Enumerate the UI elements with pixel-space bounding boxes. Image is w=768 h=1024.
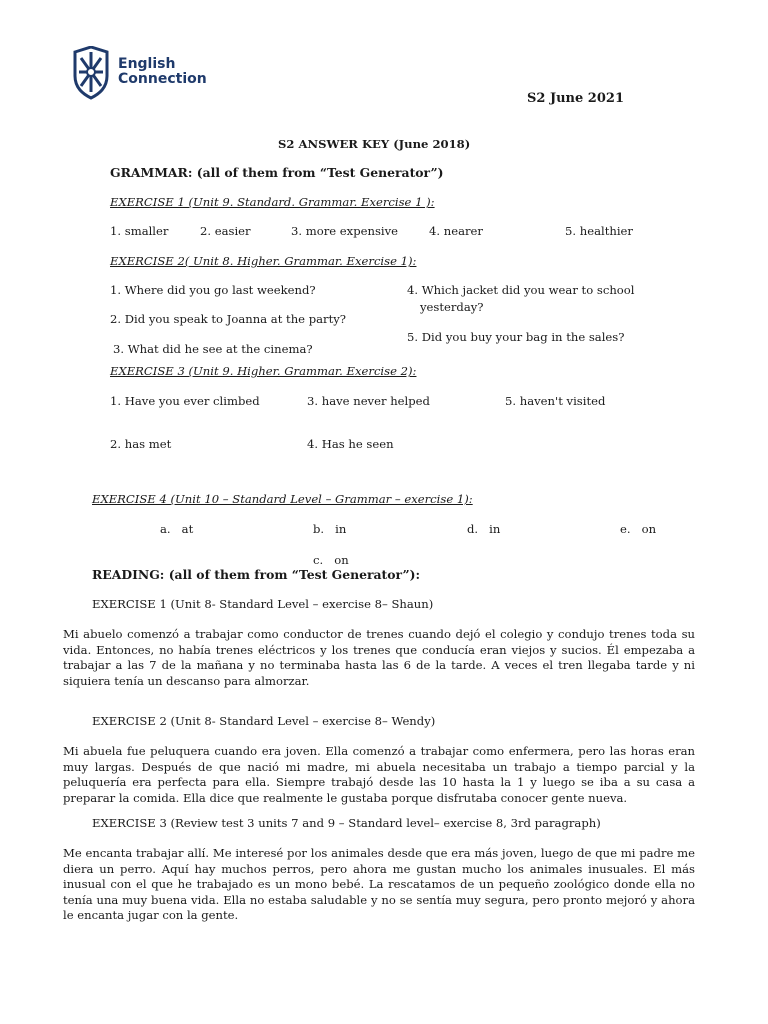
grammar-ex2-answer-4b: yesterday? — [420, 300, 484, 314]
grammar-ex3-answer-2: 2. has met — [110, 437, 172, 451]
shield-logo-icon — [72, 46, 110, 100]
grammar-ex4-answer-b: b. in — [313, 522, 347, 536]
reading-ex3-title: EXERCISE 3 (Review test 3 units 7 and 9 – Standard level– exercise 8, 3rd paragraph) — [92, 816, 601, 830]
grammar-ex3-answer-1: 1. Have you ever climbed — [110, 394, 260, 408]
grammar-ex2-answer-4a: 4. Which jacket did you wear to school — [407, 283, 635, 297]
grammar-ex2-answer-1: 1. Where did you go last weekend? — [110, 283, 316, 297]
reading-ex1-title: EXERCISE 1 (Unit 8- Standard Level – exercise 8– Shaun) — [92, 597, 434, 611]
reading-ex2-text: Mi abuela fue peluquera cuando era joven. Ella comenzó a trabajar como enfermera, pero las horas eran muy largas. Después de que nació mi madre, mi abuela necesitaba un trabajo a tiempo parcial y la peluquería era perfecta para ella. Siempre trabajó desde las 10 hasta la 1 y luego se iba a su casa a preparar la comida. Ella dice que realmente le gustaba porque disfrutaba conocer gente nueva. — [63, 744, 695, 805]
grammar-ex1-title: EXERCISE 1 (Unit 9. Standard. Grammar. Exercise 1 ): — [110, 195, 435, 209]
logo-text — [118, 57, 207, 87]
grammar-ex4-title: EXERCISE 4 (Unit 10 – Standard Level – Grammar – exercise 1): — [92, 492, 473, 506]
grammar-ex4-answer-d: d. in — [467, 522, 501, 536]
grammar-ex1-answer-1: 1. smaller — [110, 224, 169, 238]
grammar-ex2-answer-2: 2. Did you speak to Joanna at the party? — [110, 312, 347, 326]
reading-heading: READING: (all of them from “Test Generator”): — [92, 567, 421, 582]
grammar-ex4-answer-e: e. on — [620, 522, 657, 536]
grammar-heading: GRAMMAR: (all of them from “Test Generator”) — [110, 165, 444, 180]
grammar-ex1-answer-2: 2. easier — [200, 224, 251, 238]
document-title: S2 ANSWER KEY (June 2018) — [278, 137, 471, 151]
grammar-ex3-title: EXERCISE 3 (Unit 9. Higher. Grammar. Exercise 2): — [110, 364, 417, 378]
grammar-ex2-title: EXERCISE 2( Unit 8. Higher. Grammar. Exercise 1): — [110, 254, 417, 268]
grammar-ex4-answer-a: a. at — [160, 522, 194, 536]
grammar-ex2-answer-3: 3. What did he see at the cinema? — [113, 342, 313, 356]
reading-ex3-text: Me encanta trabajar allí. Me interesé por los animales desde que era más joven, luego de que mi padre me diera un perro. Aquí hay muchos perros, pero ahora me gustan mucho los animales inusuales. El más inusual con el que he trabajado es un mono bebé. La rescatamos de un pequeño zoológico donde ella no tenía una muy buena vida. Ella no estaba saludable y no se sentía muy segura, pero pronto mejoró y ahora le encanta jugar con la gente. — [63, 846, 695, 922]
grammar-ex1-answer-4: 4. nearer — [429, 224, 483, 238]
logo-line-1: English — [118, 56, 176, 72]
grammar-ex2-answer-5: 5. Did you buy your bag in the sales? — [407, 330, 625, 344]
grammar-ex3-answer-3: 3. have never helped — [307, 394, 430, 408]
grammar-ex1-answer-3: 3. more expensive — [291, 224, 399, 238]
grammar-ex3-answer-5: 5. haven't visited — [505, 394, 606, 408]
grammar-ex3-answer-4: 4. Has he seen — [307, 437, 394, 451]
reading-ex2-title: EXERCISE 2 (Unit 8- Standard Level – exercise 8– Wendy) — [92, 714, 436, 728]
logo — [72, 46, 110, 105]
grammar-ex1-answer-5: 5. healthier — [565, 224, 633, 238]
logo-line-2: Connection — [118, 71, 207, 87]
reading-ex1-text: Mi abuelo comenzó a trabajar como conductor de trenes cuando dejó el colegio y condujo trenes toda su vida. Entonces, no había trenes eléctricos y los trenes que conducía eran viejos y sucios. Él empezaba a trabajar a las 7 de la mañana y no terminaba hasta las 6 de la tarde. A veces el tren llegaba tarde y ni siquiera tenía un descanso para almorzar. — [63, 627, 695, 688]
document-date: S2 June 2021 — [527, 91, 624, 106]
grammar-ex4-answer-c: c. on — [313, 553, 349, 567]
